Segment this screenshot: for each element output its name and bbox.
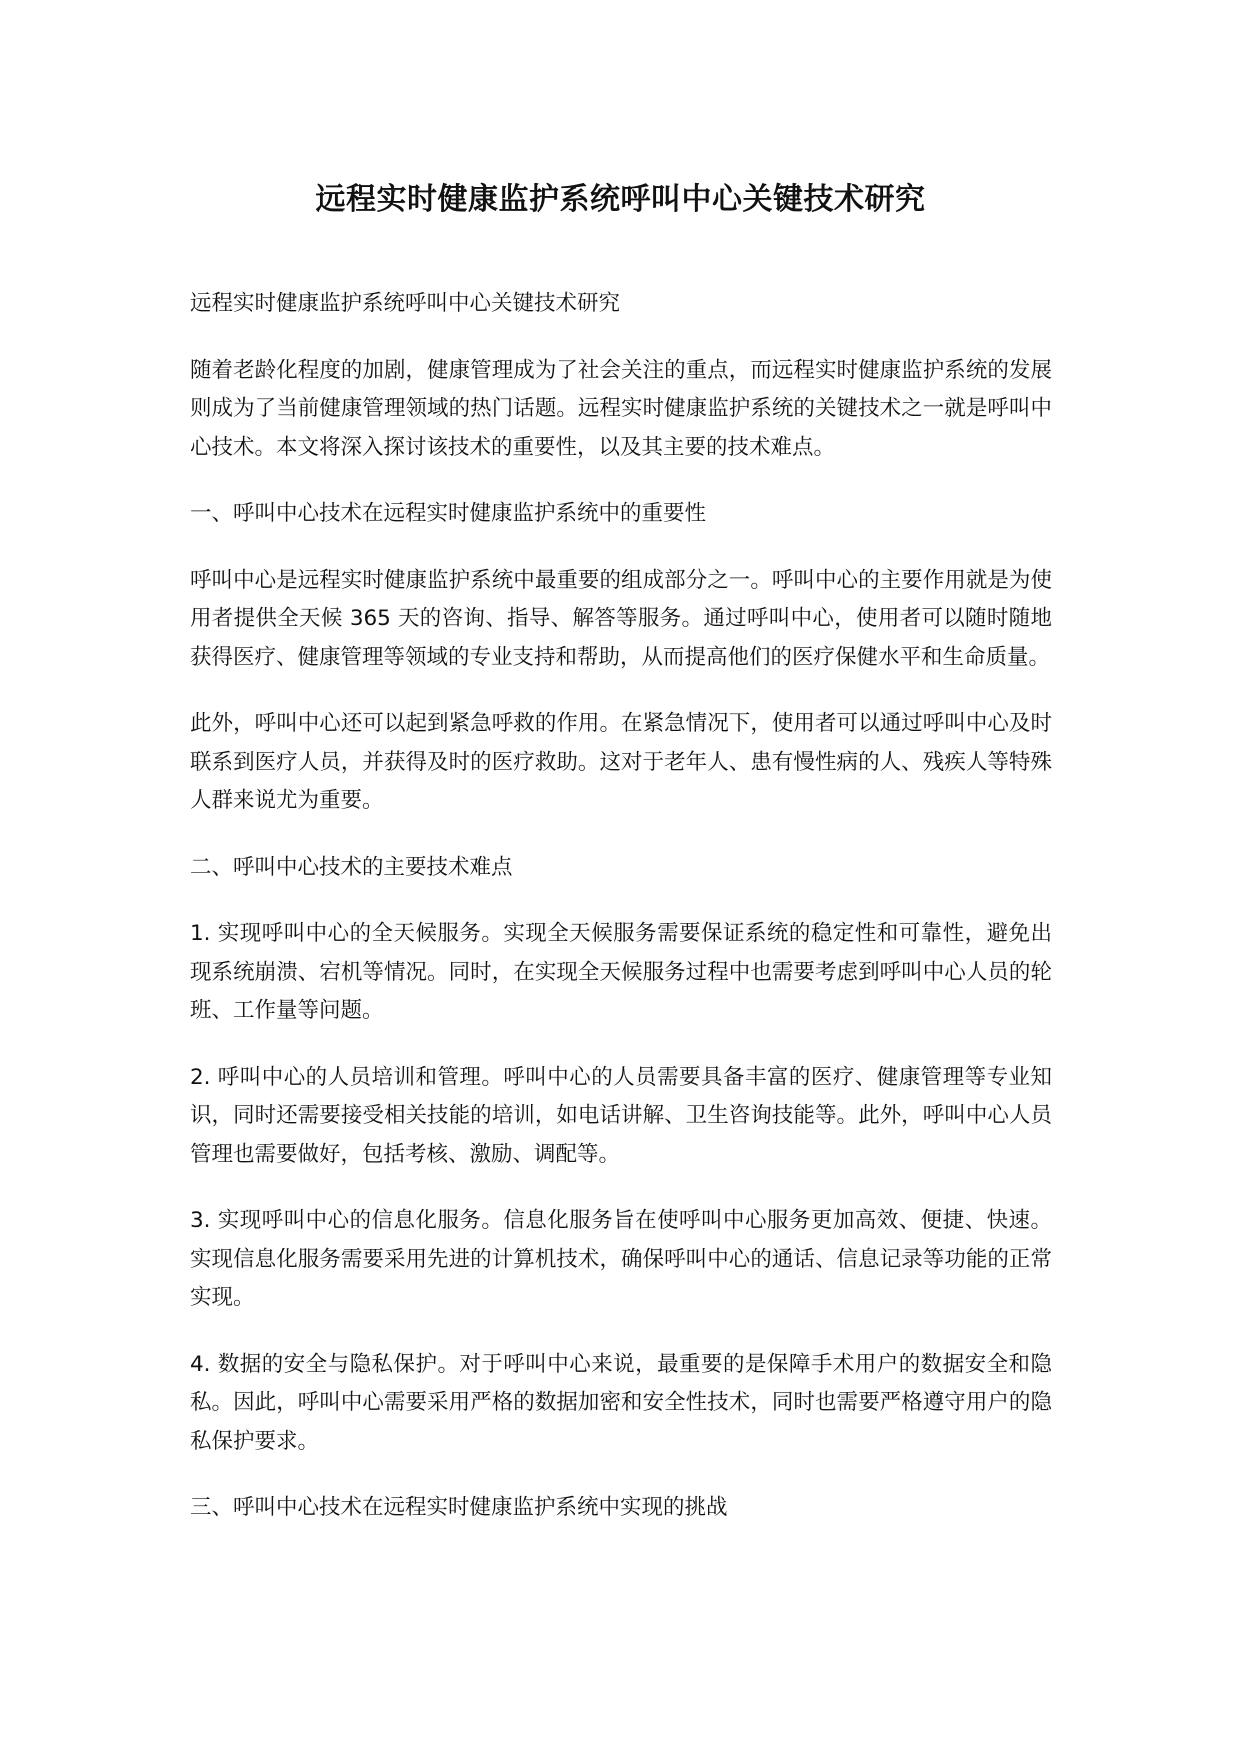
section-1-paragraph-1: 呼叫中心是远程实时健康监护系统中最重要的组成部分之一。呼叫中心的主要作用就是为使用者提供全天候 365 天的咨询、指导、解答等服务。通过呼叫中心，使用者可以随时随地获得医疗、健康管理等领域的专业支持和帮助，从而提高他们的医疗保健水平和生命质量。: [190, 567, 1052, 670]
section-heading-2: 二、呼叫中心技术的主要技术难点: [190, 854, 513, 880]
difficulty-item-4: 4. 数据的安全与隐私保护。对于呼叫中心来说，最重要的是保障手术用户的数据安全和隐私。因此，呼叫中心需要采用严格的数据加密和安全性技术，同时也需要严格遵守用户的隐私保护要求。: [190, 1351, 1052, 1454]
document-title: 远程实时健康监护系统呼叫中心关键技术研究: [315, 182, 926, 217]
subtitle-line: 远程实时健康监护系统呼叫中心关键技术研究: [190, 291, 621, 316]
difficulty-item-3: 3. 实现呼叫中心的信息化服务。信息化服务旨在使呼叫中心服务更加高效、便捷、快速。实现信息化服务需要采用先进的计算机技术，确保呼叫中心的通话、信息记录等功能的正常实现。: [190, 1208, 1052, 1310]
document-body: [190, 285, 1052, 1556]
difficulty-item-1: 1. 实现呼叫中心的全天候服务。实现全天候服务需要保证系统的稳定性和可靠性，避免出现系统崩溃、宕机等情况。同时，在实现全天候服务过程中也需要考虑到呼叫中心人员的轮班、工作量等问题。: [190, 921, 1052, 1023]
difficulty-item-2: 2. 呼叫中心的人员培训和管理。呼叫中心的人员需要具备丰富的医疗、健康管理等专业知识，同时还需要接受相关技能的培训，如电话讲解、卫生咨询技能等。此外，呼叫中心人员管理也需要做好，包括考核、激励、调配等。: [190, 1064, 1052, 1167]
section-1-paragraph-2: 此外，呼叫中心还可以起到紧急呼救的作用。在紧急情况下，使用者可以通过呼叫中心及时联系到医疗人员，并获得及时的医疗救助。这对于老年人、患有慢性病的人、残疾人等特殊人群来说尤为重要。: [190, 711, 1052, 813]
section-heading-1: 一、呼叫中心技术在远程实时健康监护系统中的重要性: [190, 501, 707, 526]
intro-paragraph: 随着老龄化程度的加剧，健康管理成为了社会关注的重点，而远程实时健康监护系统的发展则成为了当前健康管理领域的热门话题。远程实时健康监护系统的关键技术之一就是呼叫中心技术。本文将深入探讨该技术的重要性，以及其主要的技术难点。: [190, 357, 1052, 460]
section-heading-3: 三、呼叫中心技术在远程实时健康监护系统中实现的挑战: [190, 1495, 728, 1520]
